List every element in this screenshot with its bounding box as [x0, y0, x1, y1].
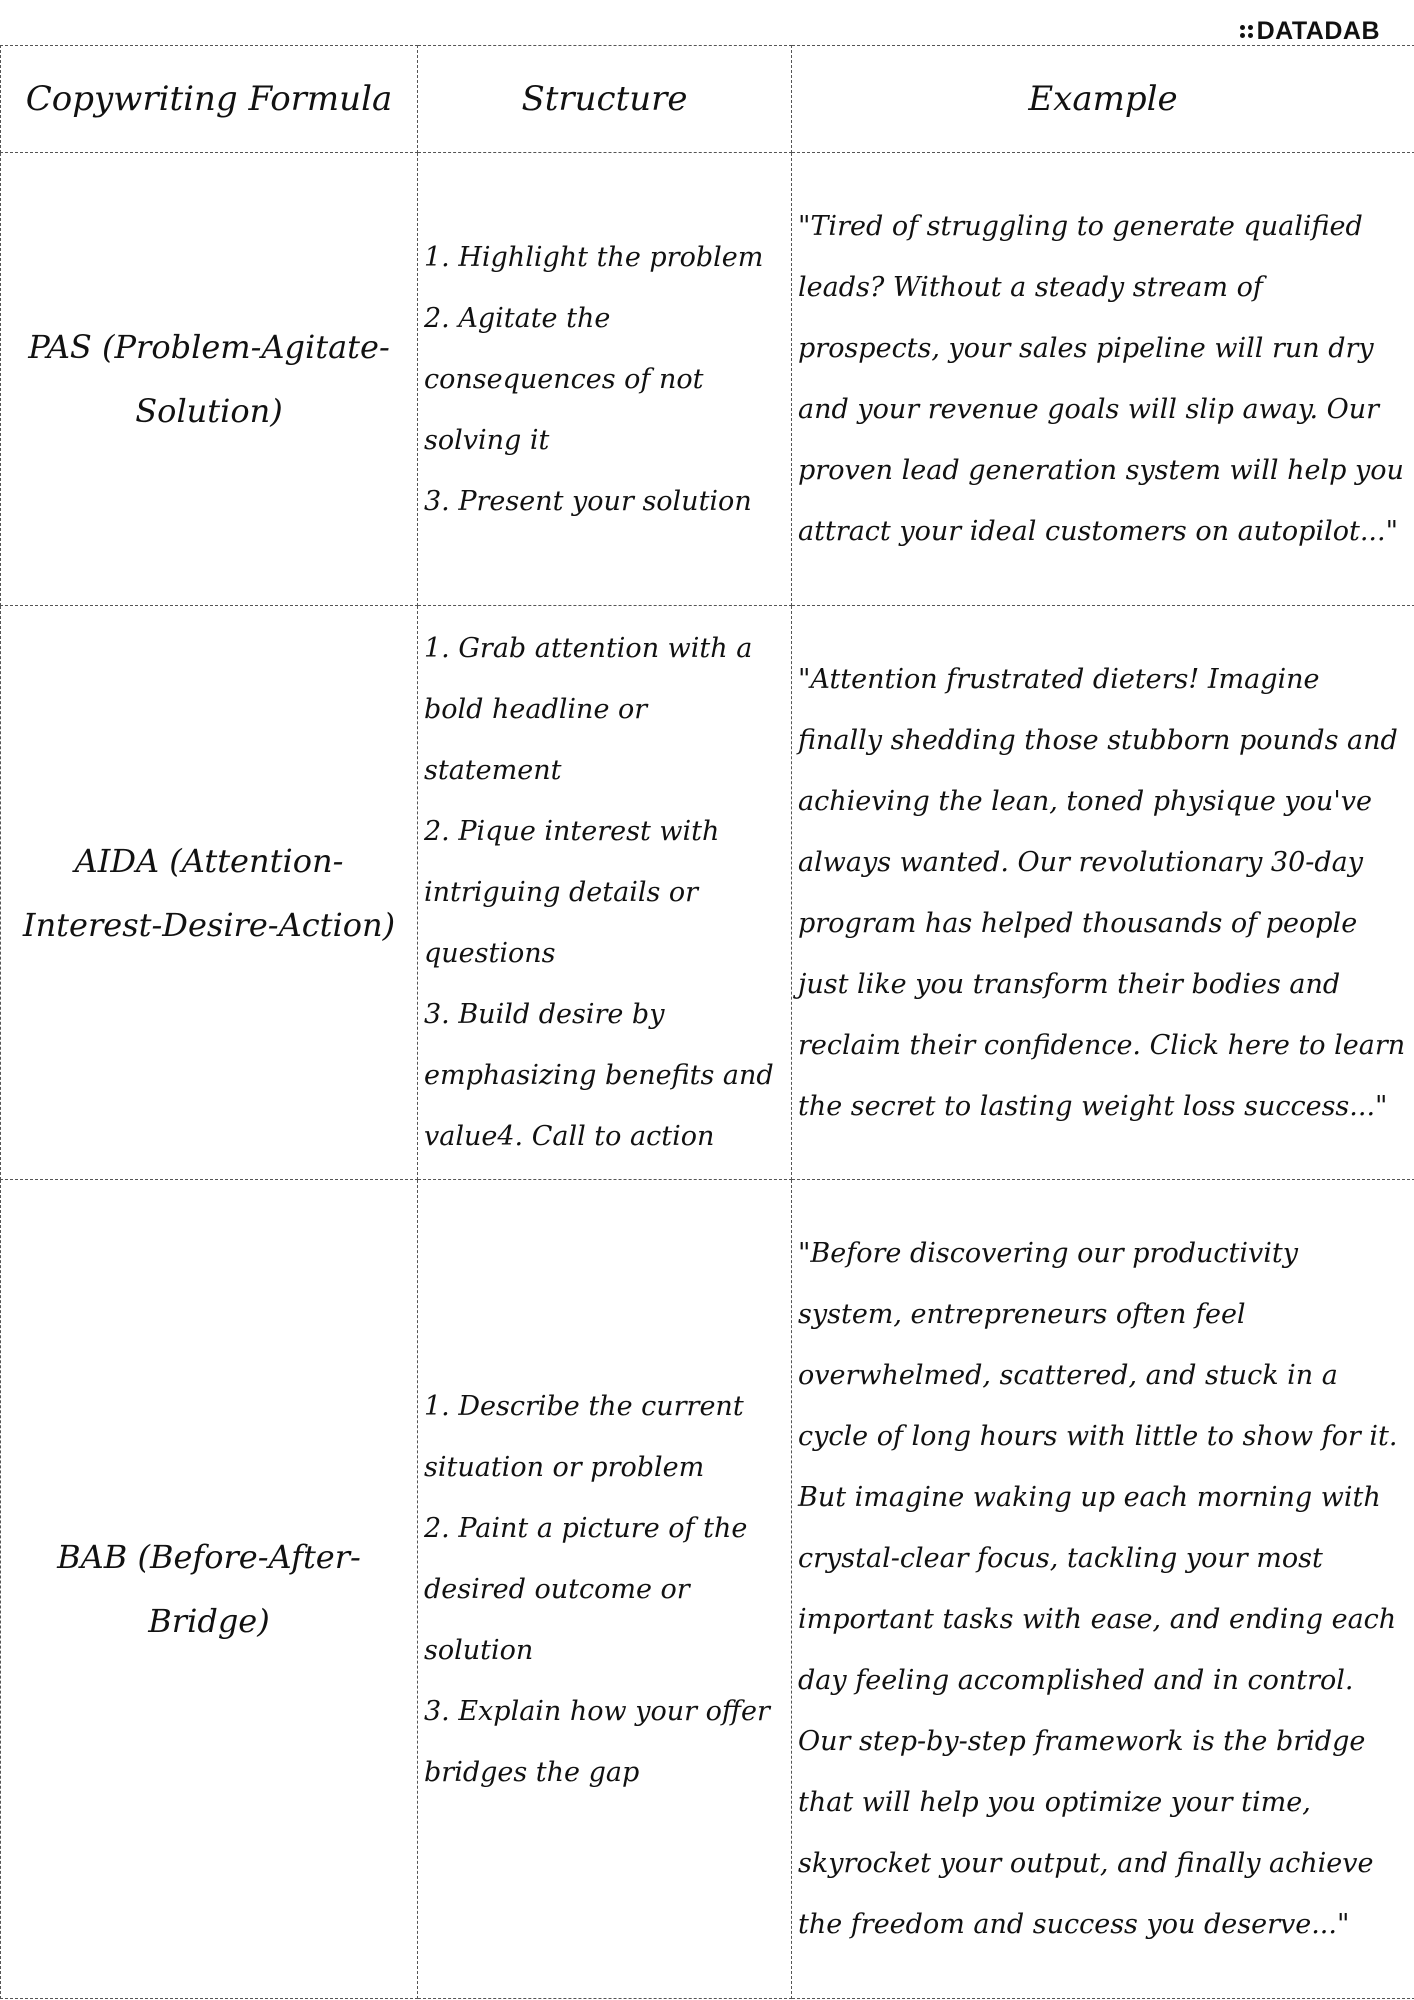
dot-grid-icon — [1240, 25, 1253, 38]
structure-step: 2. Agitate the consequences of not solving it — [424, 302, 704, 456]
structure-step: 2. Paint a picture of the desired outcome or solution — [424, 1512, 748, 1666]
table-header-row — [1, 46, 1414, 153]
brand-name: DATADAB — [1256, 16, 1380, 45]
formula-cell: AIDA (Attention-Interest-Desire-Action) — [1, 606, 418, 1180]
copywriting-formula-table — [0, 45, 1414, 1999]
structure-step: 3. Build desire by emphasizing benefits and value4. Call to action — [424, 999, 774, 1152]
structure-cell — [418, 153, 792, 606]
structure-step: 1. Grab attention with a bold headline or statement — [424, 633, 753, 786]
header-formula: Copywriting Formula — [1, 46, 418, 153]
structure-step: 1. Highlight the problem — [424, 241, 764, 273]
structure-step: 2. Pique interest with intriguing details or questions — [424, 816, 720, 969]
example-cell: "Tired of struggling to generate qualified leads? Without a steady stream of prospects, your sales pipeline will run dry and your revenue goals will slip away. Our proven lead generation system will help you attract your ideal customers on autopilot..." — [792, 153, 1414, 606]
example-cell: "Attention frustrated dieters! Imagine finally shedding those stubborn pounds and achieving the lean, toned physique you've always wanted. Our revolutionary 30-day program has helped thousands of people just like you transform their bodies and reclaim their confidence. Click here to learn the secret to lasting weight loss success..." — [792, 606, 1414, 1180]
example-cell: "Before discovering our productivity system, entrepreneurs often feel overwhelmed, scattered, and stuck in a cycle of long hours with little to show for it. But imagine waking up each morning with crystal-clear focus, tackling your most important tasks with ease, and ending each day feeling accomplished and in control. Our step-by-step framework is the bridge that will help you optimize your time, skyrocket your output, and finally achieve the freedom and success you deserve..." — [792, 1180, 1414, 1999]
header-structure: Structure — [418, 46, 792, 153]
formula-cell: BAB (Before-After-Bridge) — [1, 1180, 418, 1999]
header-example: Example — [792, 46, 1414, 153]
structure-step: 3. Explain how your offer bridges the gap — [424, 1695, 770, 1788]
brand-logo — [1240, 16, 1380, 46]
table-row — [1, 606, 1414, 1180]
table-row — [1, 153, 1414, 606]
formula-cell: PAS (Problem-Agitate-Solution) — [1, 153, 418, 606]
table-row — [1, 1180, 1414, 1999]
structure-cell — [418, 1180, 792, 1999]
structure-step: 3. Present your solution — [424, 485, 752, 517]
structure-step: 1. Describe the current situation or problem — [424, 1390, 744, 1483]
structure-cell — [418, 606, 792, 1180]
